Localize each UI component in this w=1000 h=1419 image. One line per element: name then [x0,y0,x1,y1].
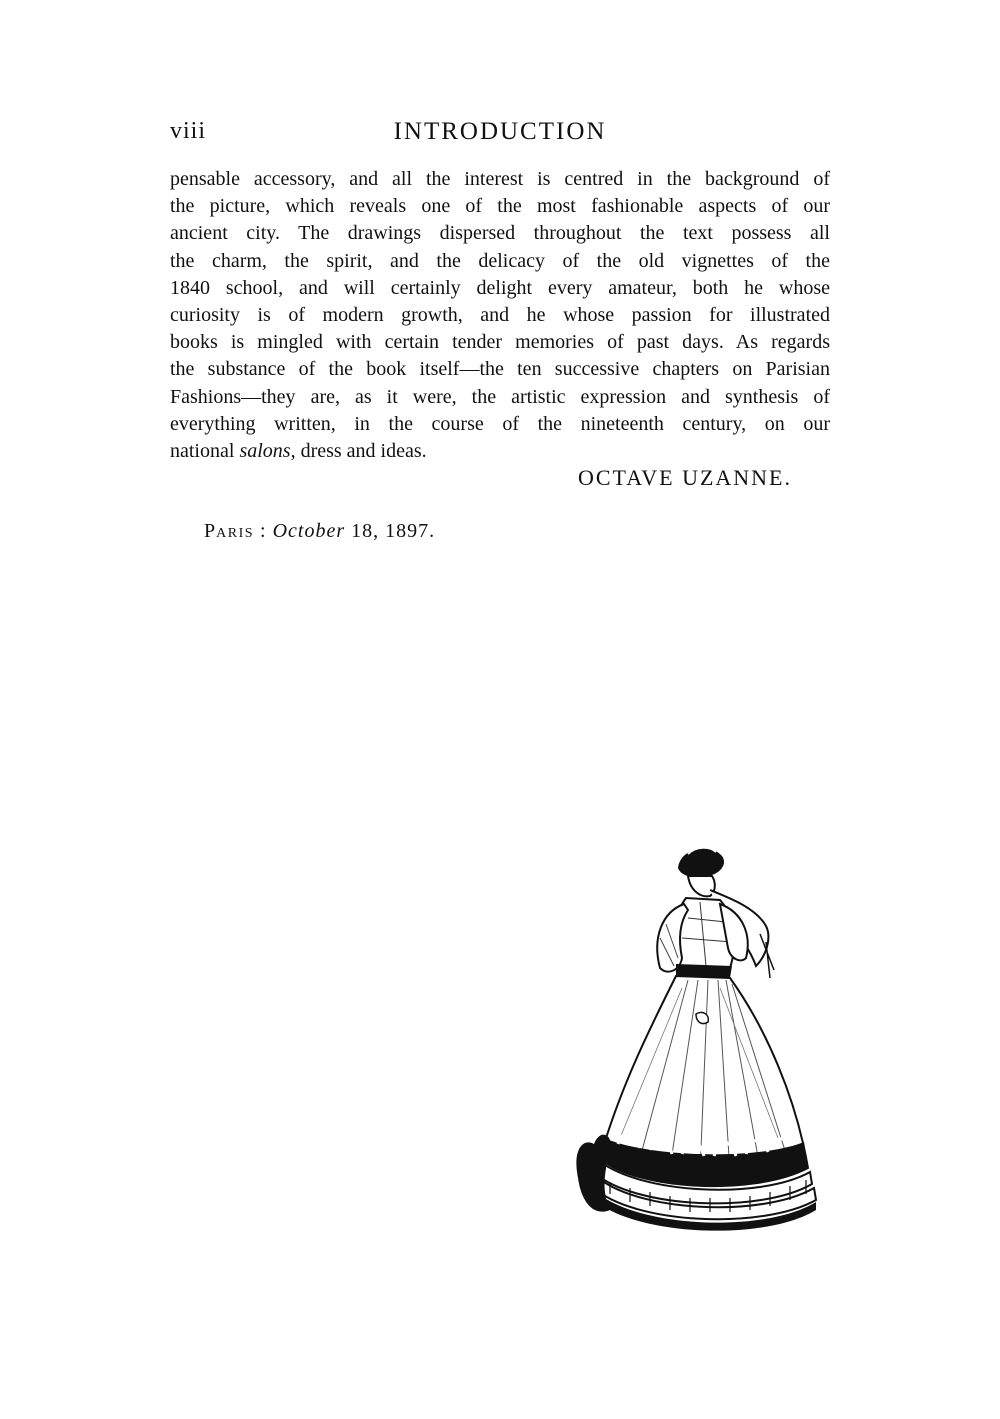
place-rest: ARIS [216,526,255,541]
dateline-month: October [272,520,346,542]
last-line-start: national [170,440,240,463]
paragraph-line: curiosity is of modern growth, and he whose passion for illustrated [170,304,830,327]
dateline-separator: : [254,520,273,542]
paragraph-line: the charm, the spirit, and the delicacy of the old vignettes of the [170,249,830,272]
running-head [170,118,830,152]
dateline [204,520,435,543]
paragraph-line: Fashions—they are, as it were, the artistic expression and synthesis of [170,385,830,408]
introduction-paragraph [170,166,830,465]
author-signature: OCTAVE UZANNE. [577,465,792,490]
paragraph-line: everything written, in the course of the nineteenth century, on our [170,412,830,435]
paragraph-line: pensable accessory, and all the interest is centred in the background of [170,168,830,190]
place-initial: P [204,520,217,542]
dateline-date: 18, 1897. [345,520,436,542]
page-number: viii [170,118,207,144]
last-line-end: , dress and ideas. [290,440,427,463]
paragraph-line: the picture, which reveals one of the most fashionable aspects of our [170,195,830,218]
italic-word-salons: salons [239,440,291,463]
paragraph-last-line [170,438,830,465]
paragraph-line: 1840 school, and will certainly delight every amateur, both he whose [170,276,830,299]
woman-in-crinoline-dress-icon [570,838,830,1248]
paragraph-line: ancient city. The drawings dispersed throughout the text possess all [170,222,830,245]
running-title: INTRODUCTION [393,118,607,145]
paragraph-line: books is mingled with certain tender memories of past days. As regards [170,331,830,354]
paragraph-line: the substance of the book itself—the ten successive chapters on Parisian [170,358,830,381]
